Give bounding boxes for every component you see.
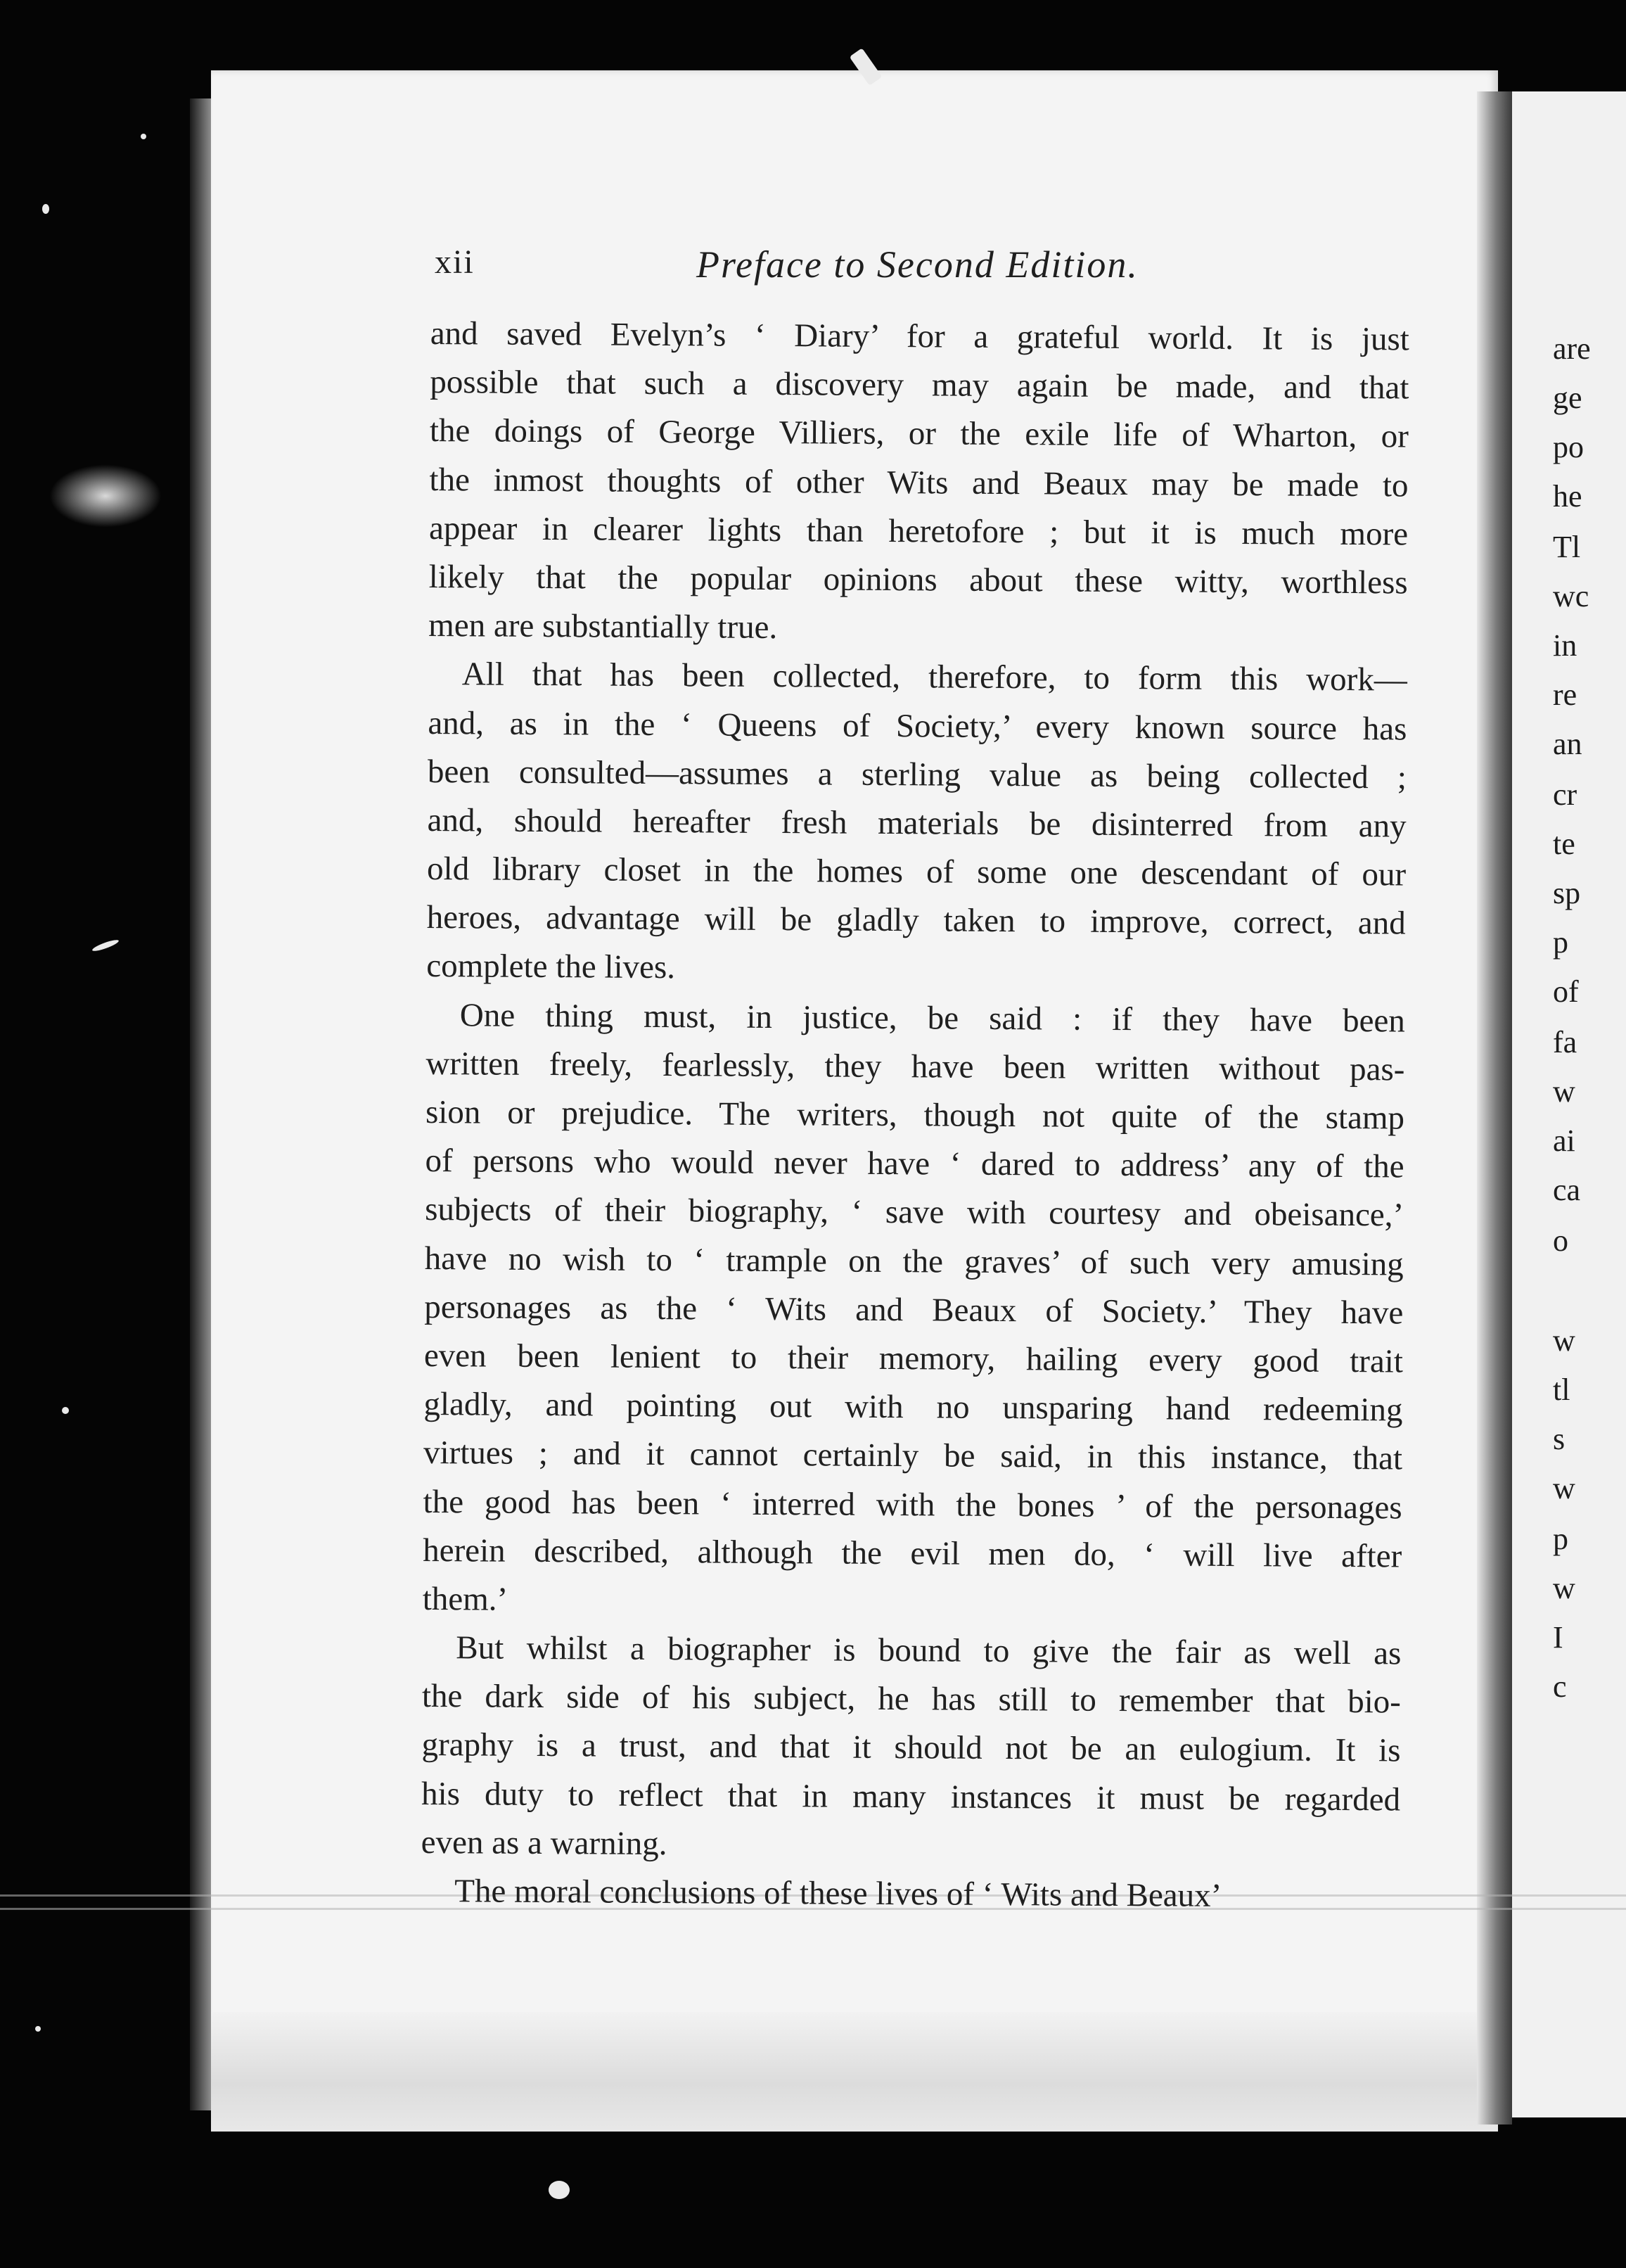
text-line: possible that such a discovery may again be made, and that [430,364,1409,407]
text-line: the inmost thoughts of other Wits and Beaux may be made to [429,461,1409,504]
text-line: virtues ; and it cannot certainly be said, in this instance, that [423,1434,1403,1477]
facing-page-fragment: tl [1553,1372,1570,1407]
facing-page-fragment: he [1553,479,1582,514]
text-line: graphy is a trust, and that it should not be an eulogium. It is [421,1726,1401,1769]
facing-page-fragment: ai [1553,1123,1575,1158]
text-line: and saved Evelyn’s ‘ Diary’ for a grateful world. It is just [430,314,1409,358]
dust-speck [42,204,49,214]
text-line: written freely, fearlessly, they have been written without pas- [425,1045,1405,1088]
body-text [421,310,1409,1922]
text-line: subjects of their biography, ‘ save with courtesy and obeisance,’ [425,1191,1404,1234]
text-line: his duty to reflect that in many instances it must be regarded [421,1775,1401,1818]
text-line: gladly, and pointing out with no unsparing hand redeeming [423,1386,1403,1429]
text-line: of persons who would never have ‘ dared to address’ any of the [425,1142,1404,1185]
facing-page-fragment: ge [1553,381,1582,415]
text-line: herein described, although the evil men do, ‘ will live after [423,1531,1402,1575]
text-line: complete the lives. [426,948,676,986]
facing-page-fragment: c [1553,1669,1567,1704]
facing-page-fragment: an [1553,727,1582,761]
text-line: and, should hereafter fresh materials be disinterred from any [427,801,1407,845]
facing-page-fragment: te [1553,827,1575,861]
facing-page-fragment: of [1553,974,1579,1009]
text-line: likely that the popular opinions about these witty, worthless [428,558,1408,601]
facing-page-fragment: Tl [1553,530,1581,564]
text-line: One thing must, in justice, be said : if they have been [459,996,1406,1040]
page-stack-edge [211,2012,1498,2132]
facing-page-fragment: p [1553,1522,1568,1556]
facing-page-fragment: w [1553,1571,1575,1605]
facing-page-fragment: are [1553,331,1591,366]
text-line: the good has been ‘ interred with the bones ’ of the personages [423,1483,1402,1526]
dust-speck [62,1407,69,1414]
text-line: been consulted—assumes a sterling value as being collected ; [427,753,1407,796]
book-gutter [1477,91,1512,2124]
facing-page-fragment: s [1553,1422,1566,1456]
dust-speck [91,938,120,953]
facing-page-fragment: ca [1553,1173,1581,1207]
text-line: even as a warning. [421,1823,667,1862]
text-line: the doings of George Villiers, or the exile life of Wharton, or [429,412,1409,455]
facing-page-fragment: wc [1553,579,1589,613]
facing-page-fragment: po [1553,430,1584,464]
facing-page-fragment: cr [1553,777,1577,812]
dust-speck [35,2026,41,2032]
text-line: and, as in the ‘ Queens of Society,’ every known source has [428,704,1407,747]
facing-page-fragment: p [1553,925,1568,960]
text-line: The moral conclusions of these lives of ‘ Wits and Beaux’ [454,1873,1222,1914]
text-line: have no wish to ‘ trample on the graves’ of such very amusing [424,1240,1404,1283]
facing-page-fragment: sp [1553,876,1581,910]
text-line: All that has been collected, therefore, to form this work— [461,656,1407,699]
text-line: them.’ [422,1580,508,1618]
dust-speck [141,134,146,139]
running-title: Preface to Second Edition. [696,243,1139,286]
text-line: personages as the ‘ Wits and Beaux of Society.’ They have [424,1288,1404,1332]
facing-page-fragment: w [1553,1074,1575,1109]
page-number: xii [435,243,475,281]
text-line: heroes, advantage will be gladly taken to improve, correct, and [426,899,1406,942]
facing-page-fragment: I [1553,1620,1563,1655]
text-line: But whilst a biographer is bound to give the fair as well as [456,1629,1402,1672]
scan-glare [49,464,162,528]
text-line: even been lenient to their memory, hailing every good trait [423,1337,1404,1380]
text-line: appear in clearer lights than heretofore ; but it is much more [428,509,1409,553]
text-line: sion or prejudice. The writers, though not quite of the stamp [425,1093,1405,1137]
text-line: old library closet in the homes of some one descendant of our [426,850,1407,893]
facing-page-fragment: o [1553,1223,1568,1258]
facing-page-fragment: re [1553,677,1577,712]
text-line: the dark side of his subject, he has still to remember that bio- [421,1678,1402,1721]
facing-page-fragment: in [1553,628,1577,663]
facing-page-fragment: w [1553,1471,1575,1505]
facing-page-fragment: w [1553,1323,1575,1358]
dust-speck [549,2181,570,2199]
text-line: men are substantially true. [428,607,778,646]
facing-page-fragment: fa [1553,1025,1577,1059]
